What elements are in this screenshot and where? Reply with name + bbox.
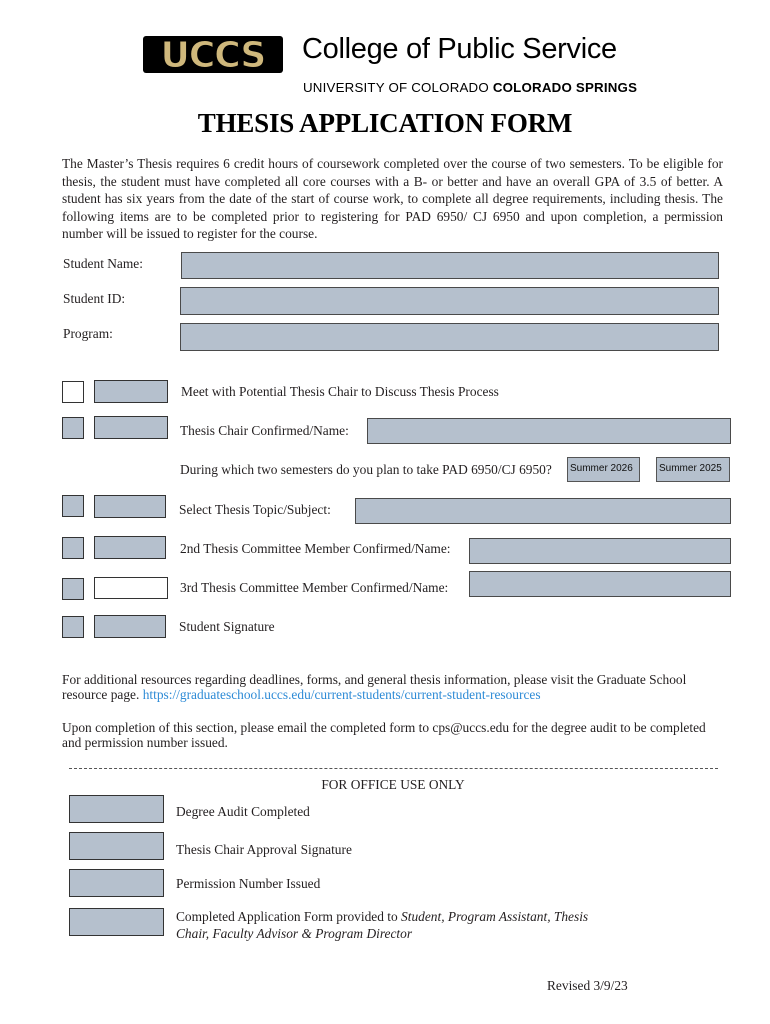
provided-field[interactable] bbox=[69, 908, 164, 936]
resources-text: For additional resources regarding deadlines, forms, and general thesis information, please visit the Graduate School resource page. bbox=[62, 672, 687, 702]
audit-field[interactable] bbox=[69, 795, 164, 823]
signature-date-field[interactable] bbox=[94, 615, 166, 638]
semesters-question: During which two semesters do you plan to take PAD 6950/CJ 6950? bbox=[180, 462, 552, 477]
member2-date-field[interactable] bbox=[94, 536, 166, 559]
student-id-field[interactable] bbox=[180, 287, 719, 315]
meet-date-field[interactable] bbox=[94, 380, 168, 403]
university-bold: COLORADO SPRINGS bbox=[492, 80, 638, 95]
provided-prefix: Completed Application Form provided to bbox=[176, 909, 398, 924]
meet-label: Meet with Potential Thesis Chair to Discuss Thesis Process bbox=[181, 384, 499, 399]
form-title: THESIS APPLICATION FORM bbox=[197, 108, 573, 138]
college-name: College of Public Service bbox=[302, 33, 617, 65]
intro-paragraph: The Master’s Thesis requires 6 credit hours of coursework completed over the course of two semesters. To be eligible for thesis, the student must have completed all core courses with a B- or better and have an overall GPA of 3.5 of better. A student has six years from the date of the start of course work, to complete all degree requirements, including thesis. The following items are to be completed prior to registering for PAD 6950/ CJ 6950 and upon completion, a permission number will be issued to register for the course. bbox=[62, 156, 723, 241]
student-name-label: Student Name: bbox=[63, 256, 143, 271]
resources-paragraph bbox=[62, 672, 722, 702]
resources-link[interactable]: https://graduateschool.uccs.edu/current-students/current-student-resources bbox=[142, 687, 541, 702]
member2-label: 2nd Thesis Committee Member Confirmed/Name: bbox=[180, 541, 451, 556]
topic-date-field[interactable] bbox=[94, 495, 166, 518]
signature-label: Student Signature bbox=[179, 619, 275, 634]
provided-label bbox=[176, 908, 646, 942]
topic-checkbox[interactable] bbox=[62, 495, 84, 517]
university-line bbox=[303, 80, 637, 95]
member2-name-field[interactable] bbox=[469, 538, 731, 564]
student-id-label: Student ID: bbox=[63, 291, 126, 306]
member3-checkbox[interactable] bbox=[62, 578, 84, 600]
logo-letters: UCCS bbox=[160, 36, 266, 73]
audit-label: Degree Audit Completed bbox=[176, 804, 310, 819]
member3-date-field[interactable] bbox=[94, 577, 168, 599]
uccs-logo-graphic bbox=[143, 36, 283, 73]
university-regular: UNIVERSITY OF COLORADO bbox=[303, 80, 489, 95]
email-note: Upon completion of this section, please email the completed form to cps@uccs.edu for the degree audit to be completed and permission number issued. bbox=[62, 720, 706, 750]
approval-label: Thesis Chair Approval Signature bbox=[176, 842, 352, 857]
member2-checkbox[interactable] bbox=[62, 537, 84, 559]
revised-date: Revised 3/9/23 bbox=[547, 978, 628, 993]
signature-checkbox[interactable] bbox=[62, 616, 84, 638]
program-label: Program: bbox=[63, 326, 113, 341]
permission-label: Permission Number Issued bbox=[176, 876, 321, 891]
provided-italic-1: Student, Program Assistant, Thesis bbox=[401, 909, 589, 924]
meet-checkbox[interactable] bbox=[62, 381, 84, 403]
student-name-field[interactable] bbox=[181, 252, 719, 279]
uccs-logo bbox=[143, 36, 283, 73]
office-heading: FOR OFFICE USE ONLY bbox=[321, 777, 465, 792]
member3-name-field[interactable] bbox=[469, 571, 731, 597]
chair-name-field[interactable] bbox=[367, 418, 731, 444]
chair-label: Thesis Chair Confirmed/Name: bbox=[180, 423, 349, 438]
member3-label: 3rd Thesis Committee Member Confirmed/Name: bbox=[180, 580, 449, 595]
provided-italic-2: Chair, Faculty Advisor & Program Director bbox=[176, 926, 413, 941]
semester-1-select[interactable]: Summer 2026 bbox=[567, 457, 640, 482]
program-field[interactable] bbox=[180, 323, 719, 351]
permission-field[interactable] bbox=[69, 869, 164, 897]
semester-2-select[interactable]: Summer 2025 bbox=[656, 457, 730, 482]
chair-date-field[interactable] bbox=[94, 416, 168, 439]
topic-field[interactable] bbox=[355, 498, 731, 524]
office-divider bbox=[69, 768, 718, 769]
topic-label: Select Thesis Topic/Subject: bbox=[179, 502, 331, 517]
chair-checkbox[interactable] bbox=[62, 417, 84, 439]
approval-field[interactable] bbox=[69, 832, 164, 860]
